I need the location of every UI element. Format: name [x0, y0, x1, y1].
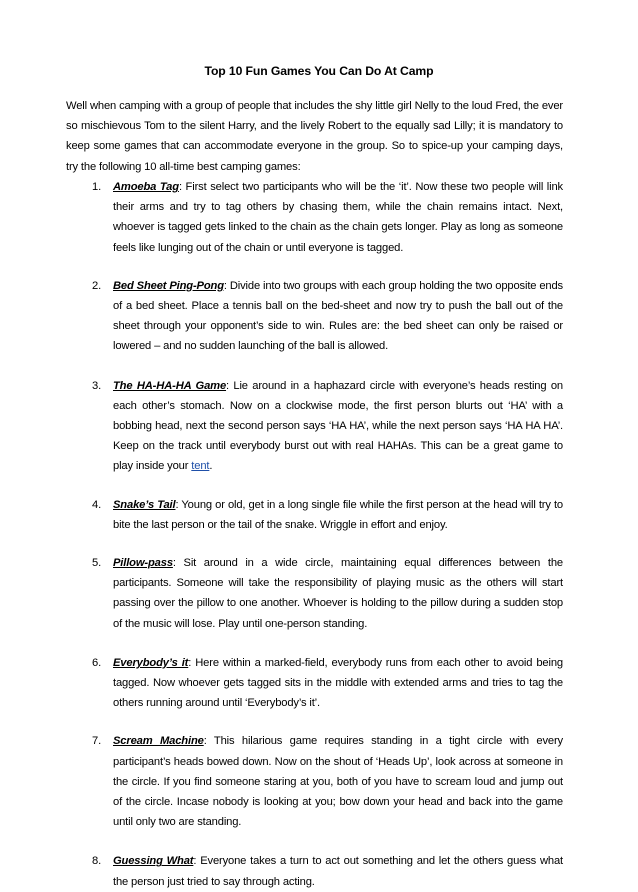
- game-description: : First select two participants who will be the ‘it’. Now these two people will link their arms and try to tag others by chasing them, while the chain remains intact. Next, whoever is tagged gets linked to the chain as the chain gets longer. Play as long as someone feels like lunging out of the chain or until everyone is tagged.: [113, 181, 563, 254]
- game-description: : This hilarious game requires standing in a tight circle with every participant’s heads bowed down. Now on the shout of ‘Heads Up’, look across at someone in the circle. If you find someone staring at you, both of you have to scream loud and jump out of the circle. Incase nobody is looking at you; bow down your head and back into the game until only two are standing.: [113, 735, 563, 829]
- list-item: [66, 276, 563, 357]
- game-name: Snake’s Tail: [113, 498, 176, 511]
- item-number: 1.: [92, 181, 102, 193]
- game-description: : Divide into two groups with each group holding the two opposite ends of a bed sheet. Place a tennis ball on the bed-sheet and now try to push the ball out of the sheet through your opponent’s side to win. Rules are: the bed sheet can only be raised or lowered – and no sudden launching of the ball is allowed.: [113, 279, 563, 353]
- list-item: [66, 731, 563, 832]
- item-number: 3.: [92, 379, 102, 392]
- list-item: [66, 653, 563, 714]
- game-description: : Everyone takes a turn to act out something and let the others guess what the person just tried to say through acting.: [113, 855, 563, 888]
- game-name: Pillow-pass: [113, 557, 173, 570]
- game-name: The HA-HA-HA Game: [113, 379, 227, 392]
- game-description: : Young or old, get in a long single file while the first person at the head will try to bite the last person or the tail of the snake. Wriggle in effort and enjoy.: [113, 498, 563, 531]
- game-description: : Sit around in a wide circle, maintaining equal differences between the participants. Someone will take the responsibility of playing music as the others will start passing over the pillow to one another. Whoever is holding to the pillow during a sudden stop of the music will lose. Play until one-person standing.: [113, 557, 563, 630]
- list-item: [66, 553, 563, 634]
- list-item: [66, 177, 563, 258]
- game-name: Amoeba Tag: [113, 181, 179, 193]
- game-name: Everybody’s it: [113, 656, 189, 669]
- game-name: Bed Sheet Ping-Pong: [113, 279, 224, 292]
- game-description: : Lie around in a haphazard circle with everyone’s heads resting on each other’s stomach. Now on a clockwise mode, the first person blurts out ‘HA’ with a bobbing head, next the second person says ‘HA HA’, while the next person says ‘HA HA HA’. Keep on the track until everybody burst out with real HAHAs. This can be a great game to play inside your: [113, 379, 563, 473]
- item-number: 6.: [92, 656, 102, 669]
- tent-link[interactable]: tent: [191, 460, 210, 473]
- game-name: Scream Machine: [113, 735, 204, 748]
- game-description-end: .: [209, 460, 213, 473]
- item-number: 5.: [92, 557, 102, 570]
- document-title: Top 10 Fun Games You Can Do At Camp: [204, 64, 434, 78]
- item-number: 2.: [92, 279, 102, 292]
- item-number: 8.: [92, 855, 102, 868]
- item-number: 4.: [92, 498, 102, 511]
- list-item: [66, 376, 563, 477]
- games-list: [66, 177, 563, 892]
- list-item: [66, 495, 563, 535]
- game-name: Guessing What: [113, 855, 194, 868]
- intro-paragraph: Well when camping with a group of people that includes the shy little girl Nelly to the loud Fred, the ever so mischievous Tom to the silent Harry, and the lively Robert to the equally sad Lilly; it is mandatory to keep some games that can accommodate everyone in the group. So to spice-up your camping days, try the following 10 all-time best camping games:: [66, 100, 563, 173]
- list-item: [66, 851, 563, 891]
- game-description: : Here within a marked-field, everybody runs from each other to avoid being tagged. Now whoever gets tagged sits in the middle with extended arms and tries to tag the others running around until ‘Everybody’s it’.: [113, 656, 563, 710]
- item-number: 7.: [92, 735, 102, 748]
